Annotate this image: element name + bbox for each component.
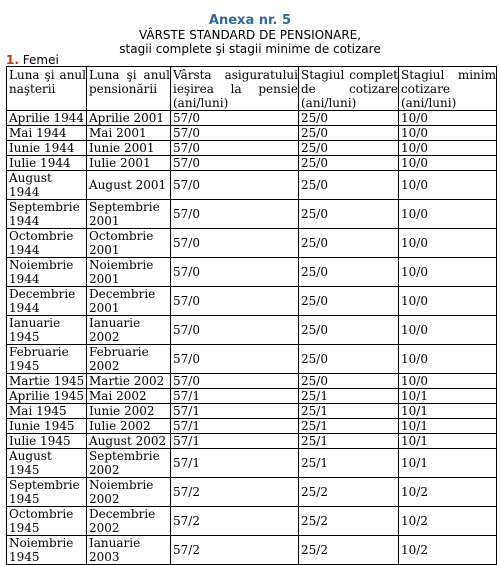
min-contribution-cell <box>399 171 497 200</box>
cell-text: Septembrie 1945 <box>9 478 80 506</box>
cell-text: 25/0 <box>301 236 328 250</box>
cell-text: 57/0 <box>173 111 200 125</box>
cell-text: Septembrie 1944 <box>9 200 80 228</box>
full-contribution-cell <box>299 404 399 419</box>
retirement-age-cell <box>171 287 299 316</box>
full-contribution-cell <box>299 478 399 507</box>
retirement-age-cell <box>171 507 299 536</box>
cell-text: Septembrie 2001 <box>89 200 160 228</box>
table-row <box>7 507 497 536</box>
cell-text: Decembrie 1944 <box>9 287 76 315</box>
min-contribution-cell <box>399 374 497 389</box>
cell-text: 10/0 <box>401 126 428 140</box>
cell-text: 25/1 <box>301 389 328 403</box>
cell-text: 57/0 <box>173 141 200 155</box>
min-contribution-cell <box>399 345 497 374</box>
retirement-month-cell <box>87 171 171 200</box>
table-body <box>7 111 497 565</box>
cell-text: 10/0 <box>401 374 428 388</box>
retirement-age-cell <box>171 156 299 171</box>
cell-text: Mai 1944 <box>9 126 67 140</box>
retirement-age-cell <box>171 258 299 287</box>
min-contribution-cell <box>399 258 497 287</box>
cell-text: Octombrie 1944 <box>9 229 74 257</box>
cell-text: 25/2 <box>301 514 328 528</box>
birth-month-cell <box>7 287 87 316</box>
section-heading <box>6 53 59 67</box>
column-header-line: (ani/luni) <box>173 96 229 110</box>
cell-text: Aprilie 1945 <box>9 389 85 403</box>
cell-text: 10/0 <box>401 156 428 170</box>
column-header-birth <box>7 67 87 111</box>
cell-text: 10/1 <box>401 434 428 448</box>
column-header-line: ieşirea la pensie <box>173 82 298 96</box>
cell-text: 25/0 <box>301 352 328 366</box>
retirement-month-cell <box>87 258 171 287</box>
cell-text: Iunie 2002 <box>89 404 155 418</box>
cell-text: August 1944 <box>9 171 52 199</box>
retirement-age-cell <box>171 345 299 374</box>
cell-text: 25/1 <box>301 419 328 433</box>
full-contribution-cell <box>299 171 399 200</box>
table-row <box>7 389 497 404</box>
cell-text: Decembrie 2002 <box>89 507 156 535</box>
full-contribution-cell <box>299 374 399 389</box>
min-contribution-cell <box>399 200 497 229</box>
cell-text: Ianuarie 1945 <box>9 316 61 344</box>
full-contribution-cell <box>299 126 399 141</box>
retirement-month-cell <box>87 287 171 316</box>
retirement-month-cell <box>87 111 171 126</box>
birth-month-cell <box>7 434 87 449</box>
cell-text: 25/2 <box>301 485 328 499</box>
full-contribution-cell <box>299 111 399 126</box>
retirement-month-cell <box>87 141 171 156</box>
birth-month-cell <box>7 507 87 536</box>
cell-text: Februarie 1945 <box>9 345 69 373</box>
cell-text: 57/0 <box>173 207 200 221</box>
cell-text: 57/2 <box>173 485 200 499</box>
cell-text: Iulie 2002 <box>89 419 151 433</box>
retirement-age-cell <box>171 126 299 141</box>
cell-text: 57/2 <box>173 514 200 528</box>
cell-text: 10/0 <box>401 352 428 366</box>
cell-text: 25/0 <box>301 294 328 308</box>
cell-text: Aprilie 1944 <box>9 111 85 125</box>
cell-text: Martie 2002 <box>89 374 165 388</box>
cell-text: Iunie 1945 <box>9 419 75 433</box>
annex-title: Anexa nr. 5 <box>208 13 292 28</box>
full-contribution-cell <box>299 419 399 434</box>
cell-text: 10/0 <box>401 141 428 155</box>
cell-text: August 2002 <box>89 434 167 448</box>
cell-text: Iulie 1944 <box>9 156 71 170</box>
cell-text: 57/1 <box>173 389 200 403</box>
cell-text: 10/2 <box>401 514 428 528</box>
table-row <box>7 374 497 389</box>
cell-text: 10/0 <box>401 323 428 337</box>
birth-month-cell <box>7 156 87 171</box>
birth-month-cell <box>7 419 87 434</box>
retirement-age-cell <box>171 374 299 389</box>
cell-text: Mai 1945 <box>9 404 67 418</box>
retirement-month-cell <box>87 374 171 389</box>
retirement-month-cell <box>87 419 171 434</box>
retirement-month-cell <box>87 536 171 565</box>
birth-month-cell <box>7 171 87 200</box>
cell-text: 10/0 <box>401 294 428 308</box>
cell-text: 25/0 <box>301 178 328 192</box>
retirement-age-cell <box>171 404 299 419</box>
table-row <box>7 141 497 156</box>
cell-text: 25/0 <box>301 374 328 388</box>
cell-text: 57/0 <box>173 126 200 140</box>
retirement-age-cell <box>171 419 299 434</box>
cell-text: 57/0 <box>173 156 200 170</box>
retirement-month-cell <box>87 434 171 449</box>
cell-text: 10/2 <box>401 485 428 499</box>
cell-text: Martie 1945 <box>9 374 85 388</box>
birth-month-cell <box>7 389 87 404</box>
cell-text: 57/0 <box>173 374 200 388</box>
cell-text: Ianuarie 2003 <box>89 536 141 564</box>
table-row <box>7 316 497 345</box>
cell-text: Noiembrie 1945 <box>9 536 74 564</box>
retirement-age-cell <box>171 200 299 229</box>
cell-text: 25/0 <box>301 156 328 170</box>
column-header-min-contribution <box>399 67 497 111</box>
column-header-retirement <box>87 67 171 111</box>
table-row <box>7 345 497 374</box>
column-header-line: naşterii <box>9 82 56 96</box>
min-contribution-cell <box>399 507 497 536</box>
cell-text: 25/0 <box>301 111 328 125</box>
cell-text: 10/1 <box>401 404 428 418</box>
birth-month-cell <box>7 126 87 141</box>
min-contribution-cell <box>399 111 497 126</box>
retirement-age-cell <box>171 449 299 478</box>
min-contribution-cell <box>399 287 497 316</box>
cell-text: Octombrie 2001 <box>89 229 154 257</box>
cell-text: Iunie 1944 <box>9 141 75 155</box>
retirement-month-cell <box>87 156 171 171</box>
column-header-line: Vârsta asiguratului <box>173 68 298 82</box>
retirement-age-cell <box>171 389 299 404</box>
birth-month-cell <box>7 111 87 126</box>
birth-month-cell <box>7 536 87 565</box>
column-header-age <box>171 67 299 111</box>
retirement-month-cell <box>87 449 171 478</box>
cell-text: 25/0 <box>301 207 328 221</box>
cell-text: Noiembrie 2002 <box>89 478 154 506</box>
retirement-age-cell <box>171 171 299 200</box>
cell-text: Decembrie 2001 <box>89 287 156 315</box>
min-contribution-cell <box>399 434 497 449</box>
retirement-month-cell <box>87 345 171 374</box>
cell-text: 25/0 <box>301 141 328 155</box>
table-row <box>7 200 497 229</box>
retirement-month-cell <box>87 389 171 404</box>
cell-text: Noiembrie 1944 <box>9 258 74 286</box>
full-contribution-cell <box>299 287 399 316</box>
retirement-month-cell <box>87 229 171 258</box>
cell-text: 57/0 <box>173 294 200 308</box>
birth-month-cell <box>7 229 87 258</box>
column-header-line: Stagiul minim <box>401 68 496 82</box>
cell-text: 57/0 <box>173 352 200 366</box>
full-contribution-cell <box>299 316 399 345</box>
cell-text: 10/1 <box>401 456 428 470</box>
birth-month-cell <box>7 478 87 507</box>
retirement-age-cell <box>171 478 299 507</box>
retirement-month-cell <box>87 507 171 536</box>
retirement-age-cell <box>171 141 299 156</box>
section-label: Femei <box>22 53 59 67</box>
full-contribution-cell <box>299 449 399 478</box>
min-contribution-cell <box>399 389 497 404</box>
full-contribution-cell <box>299 141 399 156</box>
cell-text: Iunie 2001 <box>89 141 155 155</box>
cell-text: 10/0 <box>401 111 428 125</box>
cell-text: August 1945 <box>9 449 52 477</box>
table-row <box>7 478 497 507</box>
min-contribution-cell <box>399 404 497 419</box>
cell-text: 10/0 <box>401 207 428 221</box>
cell-text: 57/2 <box>173 543 200 557</box>
cell-text: 25/0 <box>301 323 328 337</box>
table-row <box>7 449 497 478</box>
cell-text: 25/1 <box>301 404 328 418</box>
cell-text: Octombrie 1945 <box>9 507 74 535</box>
cell-text: 10/0 <box>401 178 428 192</box>
table-row <box>7 171 497 200</box>
min-contribution-cell <box>399 126 497 141</box>
birth-month-cell <box>7 141 87 156</box>
birth-month-cell <box>7 345 87 374</box>
min-contribution-cell <box>399 316 497 345</box>
column-header-line: Stagiul complet <box>301 68 398 82</box>
birth-month-cell <box>7 316 87 345</box>
column-header-line: de cotizare <box>301 82 398 96</box>
column-header-line: pensionării <box>89 82 158 96</box>
cell-text: 25/0 <box>301 265 328 279</box>
table-row <box>7 536 497 565</box>
birth-month-cell <box>7 200 87 229</box>
cell-text: Ianuarie 2002 <box>89 316 141 344</box>
cell-text: Iulie 1945 <box>9 434 71 448</box>
column-header-full-contribution <box>299 67 399 111</box>
min-contribution-cell <box>399 536 497 565</box>
cell-text: 25/2 <box>301 543 328 557</box>
cell-text: 25/1 <box>301 456 328 470</box>
table-row <box>7 156 497 171</box>
cell-text: August 2001 <box>89 178 167 192</box>
column-header-line: (ani/luni) <box>301 96 357 110</box>
full-contribution-cell <box>299 507 399 536</box>
full-contribution-cell <box>299 200 399 229</box>
cell-text: Aprilie 2001 <box>89 111 165 125</box>
column-header-line: Luna şi anul <box>9 68 86 82</box>
cell-text: 10/1 <box>401 419 428 433</box>
cell-text: 25/1 <box>301 434 328 448</box>
cell-text: 57/0 <box>173 178 200 192</box>
cell-text: 25/0 <box>301 126 328 140</box>
document-title: VÂRSTE STANDARD DE PENSIONARE, <box>138 28 362 42</box>
table-row <box>7 126 497 141</box>
cell-text: 57/0 <box>173 323 200 337</box>
min-contribution-cell <box>399 478 497 507</box>
birth-month-cell <box>7 404 87 419</box>
cell-text: 57/1 <box>173 456 200 470</box>
birth-month-cell <box>7 374 87 389</box>
full-contribution-cell <box>299 258 399 287</box>
cell-text: 57/1 <box>173 404 200 418</box>
column-header-line: (ani/luni) <box>401 96 457 110</box>
cell-text: Septembrie 2002 <box>89 449 160 477</box>
full-contribution-cell <box>299 156 399 171</box>
full-contribution-cell <box>299 229 399 258</box>
column-header-line: cotizare <box>401 82 450 96</box>
cell-text: 57/0 <box>173 236 200 250</box>
full-contribution-cell <box>299 434 399 449</box>
table-row <box>7 434 497 449</box>
cell-text: Mai 2001 <box>89 126 147 140</box>
retirement-age-cell <box>171 229 299 258</box>
retirement-month-cell <box>87 316 171 345</box>
min-contribution-cell <box>399 229 497 258</box>
cell-text: Iulie 2001 <box>89 156 151 170</box>
min-contribution-cell <box>399 156 497 171</box>
retirement-age-cell <box>171 434 299 449</box>
table-row <box>7 287 497 316</box>
birth-month-cell <box>7 258 87 287</box>
cell-text: Februarie 2002 <box>89 345 149 373</box>
section-number: 1. <box>6 53 19 67</box>
retirement-age-cell <box>171 536 299 565</box>
cell-text: Mai 2002 <box>89 389 147 403</box>
table-row <box>7 258 497 287</box>
cell-text: 10/1 <box>401 389 428 403</box>
retirement-month-cell <box>87 126 171 141</box>
column-header-line: Luna şi anul <box>89 68 170 82</box>
cell-text: 10/2 <box>401 543 428 557</box>
table-row <box>7 111 497 126</box>
retirement-age-cell <box>171 316 299 345</box>
table-header-row <box>7 67 497 111</box>
cell-text: 10/0 <box>401 265 428 279</box>
table-row <box>7 229 497 258</box>
min-contribution-cell <box>399 449 497 478</box>
table-row <box>7 404 497 419</box>
cell-text: 57/0 <box>173 265 200 279</box>
retirement-age-table <box>6 66 497 565</box>
retirement-month-cell <box>87 404 171 419</box>
birth-month-cell <box>7 449 87 478</box>
cell-text: Noiembrie 2001 <box>89 258 154 286</box>
full-contribution-cell <box>299 389 399 404</box>
full-contribution-cell <box>299 345 399 374</box>
document-subtitle: stagii complete şi stagii minime de cotizare <box>119 42 381 56</box>
full-contribution-cell <box>299 536 399 565</box>
retirement-month-cell <box>87 200 171 229</box>
retirement-age-cell <box>171 111 299 126</box>
cell-text: 57/1 <box>173 419 200 433</box>
retirement-month-cell <box>87 478 171 507</box>
cell-text: 57/1 <box>173 434 200 448</box>
min-contribution-cell <box>399 419 497 434</box>
table-row <box>7 419 497 434</box>
cell-text: 10/0 <box>401 236 428 250</box>
min-contribution-cell <box>399 141 497 156</box>
